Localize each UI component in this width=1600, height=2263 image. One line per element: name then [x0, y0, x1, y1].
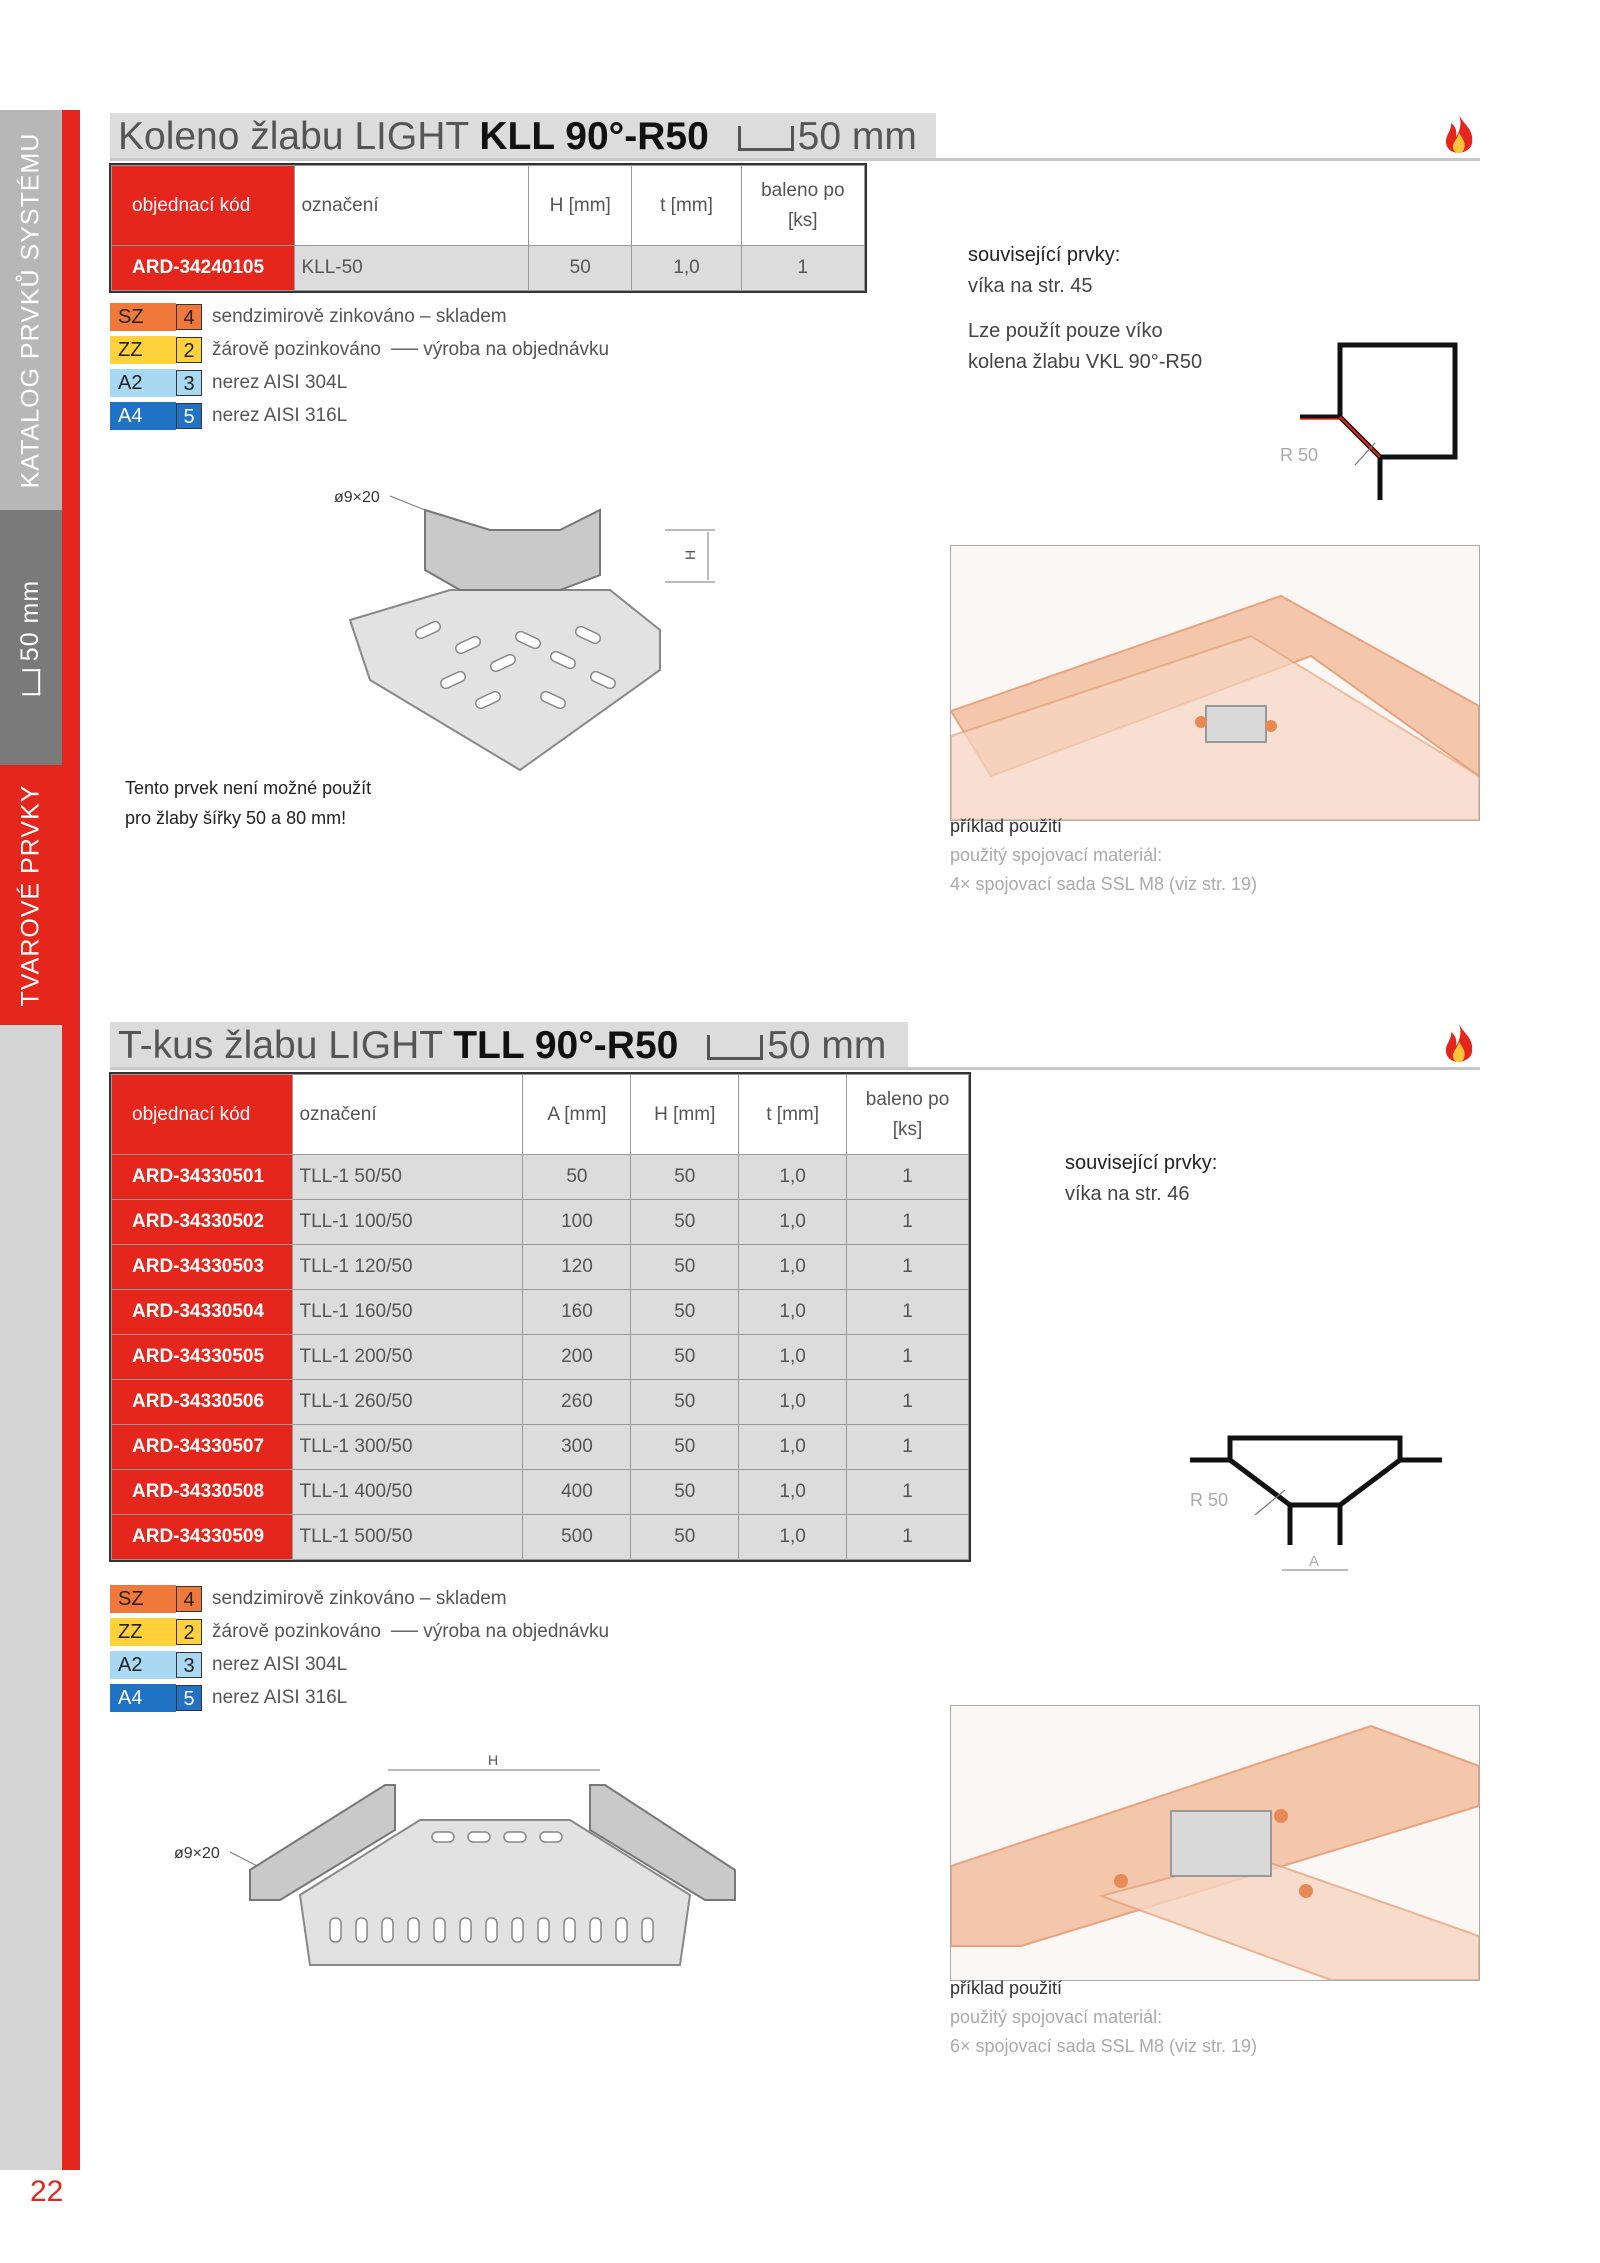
- product1-example-caption: [950, 812, 1257, 899]
- finish-text: nerez AISI 304L: [212, 1653, 348, 1675]
- finish-row: [110, 1648, 609, 1681]
- finish-text: žárově pozinkováno: [212, 338, 381, 360]
- cell-pack: 1: [847, 1470, 969, 1515]
- dim-a: A: [1309, 1553, 1320, 1570]
- cell-designation: TLL-1 160/50: [293, 1290, 523, 1335]
- cell-t: 1,0: [739, 1335, 847, 1380]
- cell-designation: TLL-1 400/50: [293, 1470, 523, 1515]
- product2-title-bold: TLL 90°-R50: [453, 1024, 679, 1067]
- side-section-shaped-label: TVAROVÉ PRVKY: [16, 784, 45, 1006]
- product1-title-light: Koleno žlabu LIGHT: [118, 115, 480, 158]
- table-row: [112, 1155, 969, 1200]
- cell-a: 200: [523, 1335, 631, 1380]
- product2-title-light: T-kus žlabu LIGHT: [118, 1024, 454, 1067]
- finish-row: [110, 366, 609, 399]
- elbow-schematic: [1260, 335, 1480, 505]
- cell-designation: TLL-1 260/50: [293, 1380, 523, 1425]
- cell-pack: 1: [847, 1245, 969, 1290]
- finish-text: nerez AISI 316L: [212, 1686, 348, 1708]
- example-set: 6× spojovací sada SSL M8 (viz str. 19): [950, 2036, 1257, 2056]
- tray-size-icon: [738, 126, 794, 151]
- cell-t: 1,0: [739, 1155, 847, 1200]
- fire-resistance-icon: [1440, 1022, 1478, 1068]
- finish-row: [110, 1582, 609, 1615]
- cell-t: 1,0: [739, 1380, 847, 1425]
- cell-code: ARD-34330505: [112, 1335, 293, 1380]
- side-size-text: 50 mm: [16, 579, 45, 662]
- tray-assembly-illustration: [951, 1706, 1479, 1980]
- cell-a: 400: [523, 1470, 631, 1515]
- col-header-pack-line1: baleno po: [761, 179, 845, 201]
- product1-warning: [125, 773, 371, 833]
- example-material: použitý spojovací materiál:: [950, 845, 1163, 865]
- cell-designation: TLL-1 100/50: [293, 1200, 523, 1245]
- col-header-t: t [mm]: [739, 1075, 847, 1155]
- product2-title-size: 50 mm: [767, 1024, 887, 1067]
- dim-h: H: [682, 549, 698, 560]
- fire-resistance-icon: [1440, 113, 1478, 159]
- cell-designation: KLL-50: [295, 246, 529, 291]
- cover-note-line1: Lze použít pouze víko: [968, 320, 1163, 342]
- finish-order-note-text: výroba na objednávku: [423, 338, 610, 360]
- page-number: 22: [30, 2175, 64, 2208]
- cell-h: 50: [631, 1380, 739, 1425]
- product2-related: [1065, 1148, 1425, 1210]
- dim-h: H: [488, 1752, 499, 1768]
- finish-num: 2: [176, 337, 202, 363]
- col-header-a: A [mm]: [523, 1075, 631, 1155]
- finish-row: [110, 1615, 609, 1648]
- cell-code: ARD-34330506: [112, 1380, 293, 1425]
- col-header-pack: [741, 166, 864, 246]
- tray-assembly-illustration: [951, 546, 1479, 820]
- cell-h: 50: [631, 1425, 739, 1470]
- finish-code: A4: [110, 1684, 176, 1712]
- table-row: [112, 1335, 969, 1380]
- col-header-h: H [mm]: [529, 166, 632, 246]
- product1-table: [111, 165, 865, 291]
- cell-h: 50: [631, 1515, 739, 1560]
- table-row: [112, 1290, 969, 1335]
- cell-pack: 1: [847, 1290, 969, 1335]
- finish-num: 3: [176, 1652, 202, 1678]
- tray-profile-icon: [23, 669, 41, 695]
- finish-code: ZZ: [110, 1618, 176, 1646]
- tray-size-icon: [707, 1035, 763, 1060]
- cell-t: 1,0: [739, 1470, 847, 1515]
- product1-title: [118, 113, 917, 161]
- finish-row: [110, 333, 609, 366]
- col-header-pack: [847, 1075, 969, 1155]
- cell-designation: TLL-1 200/50: [293, 1335, 523, 1380]
- finish-order-note-text: výroba na objednávku: [423, 1620, 610, 1642]
- col-header-designation: označení: [295, 166, 529, 246]
- cell-a: 260: [523, 1380, 631, 1425]
- cell-t: 1,0: [739, 1245, 847, 1290]
- related-label: související prvky:: [1065, 1152, 1218, 1174]
- col-header-pack-line2: [ks]: [788, 209, 818, 231]
- col-header-code: objednací kód: [112, 166, 295, 246]
- dim-hole: ø9×20: [334, 489, 380, 506]
- example-material: použitý spojovací materiál:: [950, 2007, 1163, 2027]
- dim-radius: R 50: [1280, 445, 1319, 465]
- table-row: [112, 1380, 969, 1425]
- finish-code: ZZ: [110, 336, 176, 364]
- side-section-catalog-label: KATALOG PRVKŮ SYSTÉMU: [16, 132, 45, 488]
- finish-num: 2: [176, 1619, 202, 1645]
- cell-code: ARD-34330508: [112, 1470, 293, 1515]
- table-row: [112, 1425, 969, 1470]
- product2-title: [118, 1022, 886, 1070]
- col-header-code: objednací kód: [112, 1075, 293, 1155]
- cell-a: 500: [523, 1515, 631, 1560]
- finish-row: [110, 399, 609, 432]
- product1-example-image: [950, 545, 1480, 821]
- side-section-shaped: [0, 765, 62, 1025]
- finish-text: nerez AISI 304L: [212, 371, 348, 393]
- product1-title-size: 50 mm: [797, 115, 917, 158]
- cell-code: ARD-34330501: [112, 1155, 293, 1200]
- warning-line2: pro žlaby šířky 50 a 80 mm!: [125, 808, 347, 828]
- cell-designation: TLL-1 300/50: [293, 1425, 523, 1470]
- finish-code: A4: [110, 402, 176, 430]
- finish-order-note: ── výroba na objednávku: [391, 338, 610, 360]
- col-header-h: H [mm]: [631, 1075, 739, 1155]
- cell-t: 1,0: [739, 1425, 847, 1470]
- product2-table: [111, 1074, 969, 1560]
- related-text: víka na str. 46: [1065, 1183, 1190, 1205]
- cell-code: ARD-34330502: [112, 1200, 293, 1245]
- finish-row: [110, 1681, 609, 1714]
- cell-designation: TLL-1 50/50: [293, 1155, 523, 1200]
- finish-num: 4: [176, 304, 202, 330]
- cell-pack: 1: [847, 1155, 969, 1200]
- cell-h: 50: [631, 1470, 739, 1515]
- cell-pack: 1: [741, 246, 864, 291]
- cell-a: 100: [523, 1200, 631, 1245]
- finish-code: A2: [110, 1651, 176, 1679]
- col-header-designation: označení: [293, 1075, 523, 1155]
- cell-pack: 1: [847, 1335, 969, 1380]
- product2-example-caption: [950, 1974, 1257, 2061]
- dim-hole: ø9×20: [174, 1845, 220, 1862]
- cell-h: 50: [631, 1155, 739, 1200]
- elbow-product-drawing: [320, 480, 740, 780]
- example-set: 4× spojovací sada SSL M8 (viz str. 19): [950, 874, 1257, 894]
- cell-h: 50: [529, 246, 632, 291]
- example-label: příklad použití: [950, 816, 1063, 836]
- cell-a: 160: [523, 1290, 631, 1335]
- finish-order-note: ── výroba na objednávku: [391, 1620, 610, 1642]
- cell-a: 50: [523, 1155, 631, 1200]
- finish-text: žárově pozinkováno: [212, 1620, 381, 1642]
- finish-num: 4: [176, 1586, 202, 1612]
- col-header-pack-line1: baleno po: [865, 1088, 950, 1110]
- warning-line1: Tento prvek není možné použít: [125, 778, 372, 798]
- col-header-t: t [mm]: [632, 166, 741, 246]
- cell-code: ARD-34240105: [112, 246, 295, 291]
- cell-designation: TLL-1 500/50: [293, 1515, 523, 1560]
- cell-code: ARD-34330503: [112, 1245, 293, 1290]
- finish-row: [110, 300, 609, 333]
- cell-h: 50: [631, 1290, 739, 1335]
- table-row: [112, 1200, 969, 1245]
- cell-designation: TLL-1 120/50: [293, 1245, 523, 1290]
- finish-num: 5: [176, 1685, 202, 1711]
- side-section-size: [0, 510, 62, 765]
- cell-a: 300: [523, 1425, 631, 1470]
- cover-note-line2: kolena žlabu VKL 90°-R50: [968, 351, 1203, 373]
- dim-radius: R 50: [1190, 1490, 1229, 1510]
- product2-example-image: [950, 1705, 1480, 1981]
- table-row: [112, 1515, 969, 1560]
- cell-a: 120: [523, 1245, 631, 1290]
- cell-t: 1,0: [739, 1515, 847, 1560]
- finish-text: nerez AISI 316L: [212, 404, 348, 426]
- cell-h: 50: [631, 1335, 739, 1380]
- tee-schematic: [1170, 1430, 1450, 1590]
- finish-legend: [110, 300, 609, 432]
- finish-num: 3: [176, 370, 202, 396]
- finish-num: 5: [176, 403, 202, 429]
- cell-pack: 1: [847, 1515, 969, 1560]
- cell-t: 1,0: [632, 246, 741, 291]
- cell-code: ARD-34330504: [112, 1290, 293, 1335]
- finish-code: SZ: [110, 303, 176, 331]
- tee-product-drawing: [170, 1740, 770, 1980]
- related-text: víka na str. 45: [968, 275, 1093, 297]
- finish-text: sendzimirově zinkováno – skladem: [212, 305, 507, 327]
- side-section-catalog: [0, 110, 62, 510]
- product1-title-bold: KLL 90°-R50: [479, 115, 709, 158]
- side-section-size-label: [17, 580, 46, 695]
- example-label: příklad použití: [950, 1978, 1063, 1998]
- table-row: [112, 1245, 969, 1290]
- cell-t: 1,0: [739, 1290, 847, 1335]
- cell-pack: 1: [847, 1200, 969, 1245]
- finish-legend: [110, 1582, 609, 1714]
- cell-h: 50: [631, 1200, 739, 1245]
- finish-code: A2: [110, 369, 176, 397]
- col-header-pack-line2: [ks]: [892, 1118, 923, 1140]
- cell-pack: 1: [847, 1425, 969, 1470]
- table-row: [112, 1470, 969, 1515]
- side-bar-accent: [62, 110, 80, 2170]
- related-label: související prvky:: [968, 244, 1121, 266]
- table-row: [112, 246, 865, 291]
- cell-code: ARD-34330509: [112, 1515, 293, 1560]
- cell-code: ARD-34330507: [112, 1425, 293, 1470]
- finish-text: sendzimirově zinkováno – skladem: [212, 1587, 507, 1609]
- cell-t: 1,0: [739, 1200, 847, 1245]
- cell-h: 50: [631, 1245, 739, 1290]
- cell-pack: 1: [847, 1380, 969, 1425]
- finish-code: SZ: [110, 1585, 176, 1613]
